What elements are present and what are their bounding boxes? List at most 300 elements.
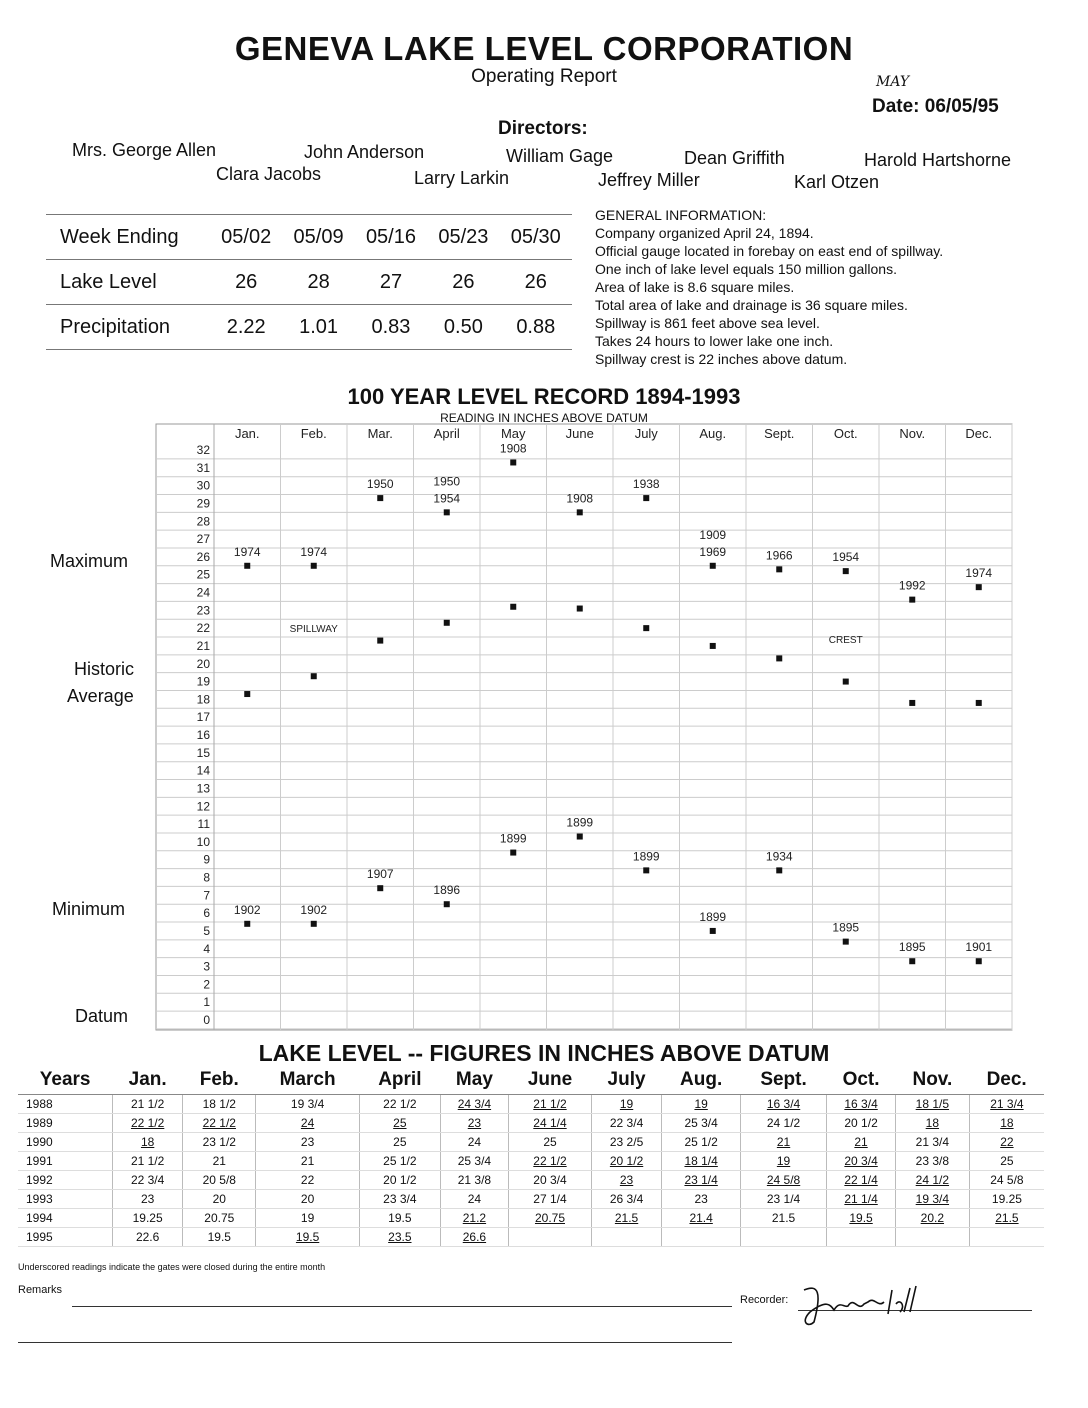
y-tick-label: 1 bbox=[203, 995, 210, 1010]
cell-value: 27 1/4 bbox=[533, 1192, 567, 1206]
level-cell bbox=[256, 1228, 360, 1247]
level-cell bbox=[183, 1190, 256, 1209]
week-ending-label: Week Ending bbox=[46, 215, 210, 260]
level-cell bbox=[969, 1133, 1044, 1152]
minimum-point bbox=[843, 939, 849, 945]
week-date: 05/30 bbox=[500, 215, 572, 260]
level-cell bbox=[112, 1133, 183, 1152]
cell-value: 19 bbox=[300, 1211, 315, 1225]
level-cell bbox=[360, 1209, 440, 1228]
point-year-label: 1895 bbox=[898, 940, 926, 955]
point-year-label: 1908 bbox=[499, 441, 527, 456]
cell-value: 20 3/4 bbox=[844, 1154, 878, 1168]
y-tick-label: 2 bbox=[203, 977, 210, 992]
column-header: Oct. bbox=[827, 1066, 896, 1095]
level-cell bbox=[969, 1095, 1044, 1114]
historic-average-point bbox=[710, 643, 716, 649]
yearly-figures-table bbox=[18, 1066, 1044, 1247]
page-subtitle: Operating Report bbox=[471, 66, 617, 87]
cell-value: 26 3/4 bbox=[609, 1192, 644, 1206]
cell-value: 19 bbox=[619, 1097, 634, 1111]
level-cell bbox=[662, 1095, 740, 1114]
level-cell bbox=[591, 1133, 662, 1152]
table-row bbox=[18, 1171, 1044, 1190]
level-cell bbox=[591, 1209, 662, 1228]
cell-value: 21.4 bbox=[689, 1211, 713, 1225]
cell-value: 23 bbox=[619, 1173, 634, 1187]
point-year-label: 1899 bbox=[566, 815, 594, 830]
y-tick-label: 27 bbox=[196, 532, 210, 547]
y-tick-label: 14 bbox=[196, 763, 210, 778]
maximum-point bbox=[710, 563, 716, 569]
y-tick-label: 0 bbox=[203, 1013, 210, 1027]
cell-value: 18 bbox=[925, 1116, 940, 1130]
level-cell bbox=[662, 1209, 740, 1228]
cell-value: 21 1/2 bbox=[533, 1097, 567, 1111]
cell-value: 1991 bbox=[26, 1154, 53, 1168]
level-cell bbox=[895, 1228, 969, 1247]
historic-average-point bbox=[377, 638, 383, 644]
cell-value: 25 bbox=[543, 1135, 557, 1149]
level-cell bbox=[256, 1190, 360, 1209]
cell-value: 21.5 bbox=[771, 1211, 796, 1225]
level-cell bbox=[183, 1228, 256, 1247]
minimum-point bbox=[577, 834, 583, 840]
historic-average-point bbox=[311, 673, 317, 679]
level-cell bbox=[440, 1095, 509, 1114]
level-cell bbox=[827, 1171, 896, 1190]
director-name: William Gage bbox=[506, 146, 614, 166]
level-cell bbox=[591, 1190, 662, 1209]
level-cell bbox=[591, 1114, 662, 1133]
chart-subtitle: READING IN INCHES ABOVE DATUM bbox=[440, 411, 648, 425]
cell-value: 18 1/4 bbox=[684, 1154, 718, 1168]
level-cell bbox=[112, 1228, 183, 1247]
remarks-label: Remarks bbox=[18, 1284, 63, 1296]
handwritten-month: MAY bbox=[876, 74, 910, 90]
average-label: Average bbox=[67, 686, 134, 706]
level-cell bbox=[591, 1171, 662, 1190]
level-cell bbox=[183, 1152, 256, 1171]
y-tick-label: 19 bbox=[196, 674, 210, 689]
maximum-point bbox=[976, 584, 982, 590]
historic-label: Historic bbox=[74, 659, 135, 679]
remarks-line bbox=[72, 1306, 732, 1307]
week-date: 05/09 bbox=[282, 215, 354, 260]
general-info-line: Spillway is 861 feet above sea level. bbox=[595, 315, 820, 331]
level-cell bbox=[662, 1190, 740, 1209]
cell-value: 20 1/2 bbox=[383, 1173, 417, 1187]
minimum-point bbox=[377, 885, 383, 891]
cell-value: 21.5 bbox=[614, 1211, 639, 1225]
y-tick-label: 3 bbox=[203, 959, 210, 974]
level-cell bbox=[256, 1095, 360, 1114]
level-cell bbox=[440, 1209, 509, 1228]
level-cell bbox=[827, 1190, 896, 1209]
cell-value: 1994 bbox=[26, 1211, 53, 1225]
level-cell bbox=[895, 1171, 969, 1190]
cell-value: 24 1/2 bbox=[915, 1173, 950, 1187]
y-tick-label: 32 bbox=[196, 443, 210, 457]
level-cell bbox=[740, 1190, 826, 1209]
level-cell bbox=[969, 1171, 1044, 1190]
historic-average-point bbox=[909, 700, 915, 706]
cell-value: 21 bbox=[776, 1135, 791, 1149]
cell-value: 22 3/4 bbox=[130, 1173, 165, 1187]
cell-value: 19.5 bbox=[295, 1230, 320, 1244]
historic-average-point bbox=[510, 604, 516, 610]
general-info-line: Official gauge located in forebay on east end of spillway. bbox=[595, 243, 944, 259]
column-header: Dec. bbox=[969, 1066, 1044, 1095]
level-cell bbox=[740, 1152, 826, 1171]
general-info-heading: GENERAL INFORMATION: bbox=[595, 207, 767, 223]
cell-value: 25 1/2 bbox=[684, 1135, 718, 1149]
table-row bbox=[18, 1114, 1044, 1133]
cell-value: 25 3/4 bbox=[684, 1116, 718, 1130]
level-cell bbox=[740, 1171, 826, 1190]
cell-value: 19.25 bbox=[132, 1211, 163, 1225]
cell-value: 18 1/2 bbox=[202, 1097, 236, 1111]
director-name: Larry Larkin bbox=[414, 168, 510, 188]
point-year-label: 1907 bbox=[366, 867, 394, 882]
director-name: Mrs. George Allen bbox=[72, 140, 217, 160]
y-tick-label: 18 bbox=[196, 692, 210, 707]
general-info-line: Spillway crest is 22 inches above datum. bbox=[595, 351, 848, 367]
cell-value: 20 1/2 bbox=[609, 1154, 644, 1168]
point-year-label: 1950 bbox=[366, 477, 394, 492]
maximum-point bbox=[311, 563, 317, 569]
maximum-point bbox=[510, 459, 516, 465]
maximum-point bbox=[577, 509, 583, 515]
column-header: Jan. bbox=[112, 1066, 183, 1095]
week-date: 05/23 bbox=[427, 215, 499, 260]
cell-value: 18 1/5 bbox=[915, 1097, 950, 1111]
year-cell bbox=[18, 1171, 112, 1190]
y-tick-label: 28 bbox=[196, 514, 210, 529]
year-cell bbox=[18, 1190, 112, 1209]
point-year-label: 1974 bbox=[300, 544, 328, 559]
y-tick-label: 4 bbox=[203, 941, 210, 956]
level-cell bbox=[827, 1152, 896, 1171]
column-header: Feb. bbox=[183, 1066, 256, 1095]
level-cell bbox=[183, 1133, 256, 1152]
level-cell bbox=[827, 1114, 896, 1133]
y-tick-label: 16 bbox=[196, 728, 210, 742]
level-cell bbox=[895, 1190, 969, 1209]
table-header-row bbox=[18, 1066, 1044, 1095]
x-tick-label: Jan. bbox=[234, 426, 260, 441]
lake-level-value: 28 bbox=[282, 260, 354, 305]
y-tick-label: 20 bbox=[196, 656, 210, 671]
cell-value: 24 bbox=[467, 1192, 482, 1206]
y-tick-label: 26 bbox=[196, 549, 210, 564]
y-tick-label: 7 bbox=[203, 888, 210, 903]
level-cell bbox=[827, 1133, 896, 1152]
cell-value: 19.5 bbox=[388, 1211, 412, 1225]
general-info-line: Company organized April 24, 1894. bbox=[595, 225, 814, 241]
x-tick-label: Feb. bbox=[300, 426, 327, 441]
cell-value: 25 bbox=[393, 1116, 407, 1130]
week-date: 05/02 bbox=[210, 215, 282, 260]
point-year-label: 1938 bbox=[632, 477, 660, 492]
x-tick-label: June bbox=[565, 426, 594, 441]
cell-value: 22 bbox=[1000, 1135, 1014, 1149]
cell-value: 1992 bbox=[26, 1173, 53, 1187]
cell-value: 24 5/8 bbox=[766, 1173, 801, 1187]
general-info-line: One inch of lake level equals 150 million gallons. bbox=[595, 261, 897, 277]
level-cell bbox=[360, 1114, 440, 1133]
level-cell bbox=[360, 1095, 440, 1114]
year-cell bbox=[18, 1209, 112, 1228]
y-tick-label: 11 bbox=[197, 817, 210, 832]
minimum-point bbox=[643, 867, 649, 873]
maximum-point bbox=[843, 568, 849, 574]
x-tick-label: Mar. bbox=[367, 426, 393, 441]
column-header: March bbox=[256, 1066, 360, 1095]
column-header: Sept. bbox=[740, 1066, 826, 1095]
table-row bbox=[18, 1095, 1044, 1114]
cell-value: 21 1/2 bbox=[130, 1097, 165, 1111]
historic-average-point bbox=[244, 691, 250, 697]
cell-value: 23 3/4 bbox=[383, 1192, 417, 1206]
level-cell bbox=[591, 1152, 662, 1171]
cell-value: 21 bbox=[300, 1154, 315, 1168]
cell-value: 21.5 bbox=[995, 1211, 1019, 1225]
point-year-label: 1954 bbox=[433, 491, 461, 506]
minimum-point bbox=[776, 867, 782, 873]
level-cell bbox=[183, 1095, 256, 1114]
precipitation-value: 0.50 bbox=[427, 305, 499, 350]
point-year-label: 1966 bbox=[765, 548, 793, 563]
cell-value: 1988 bbox=[26, 1097, 53, 1111]
cell-value: 21 1/4 bbox=[844, 1192, 878, 1206]
level-cell bbox=[440, 1171, 509, 1190]
level-cell bbox=[740, 1095, 826, 1114]
cell-value: 21 3/8 bbox=[457, 1173, 492, 1187]
point-year-label: 1934 bbox=[765, 849, 793, 864]
level-cell bbox=[895, 1209, 969, 1228]
directors-label: Directors: bbox=[498, 118, 588, 139]
level-cell bbox=[440, 1114, 509, 1133]
column-header: June bbox=[509, 1066, 591, 1095]
level-cell bbox=[112, 1209, 183, 1228]
x-tick-label: Dec. bbox=[965, 426, 993, 441]
level-cell bbox=[969, 1114, 1044, 1133]
precipitation-value: 1.01 bbox=[282, 305, 354, 350]
cell-value: 1989 bbox=[26, 1116, 53, 1130]
level-cell bbox=[112, 1190, 183, 1209]
point-year-label: 1899 bbox=[699, 909, 727, 924]
level-cell bbox=[440, 1190, 509, 1209]
level-cell bbox=[662, 1152, 740, 1171]
level-cell bbox=[509, 1114, 591, 1133]
level-cell bbox=[509, 1209, 591, 1228]
level-cell bbox=[969, 1152, 1044, 1171]
cell-value: 25 bbox=[393, 1135, 407, 1149]
cell-value: 20.75 bbox=[204, 1211, 235, 1225]
cell-value: 22 3/4 bbox=[609, 1116, 644, 1130]
cell-value: 25 1/2 bbox=[383, 1154, 417, 1168]
level-cell bbox=[509, 1095, 591, 1114]
level-cell bbox=[183, 1171, 256, 1190]
y-tick-label: 12 bbox=[196, 799, 210, 814]
datum-label: Datum bbox=[75, 1006, 129, 1026]
level-cell bbox=[740, 1133, 826, 1152]
cell-value: 24 1/2 bbox=[766, 1116, 801, 1130]
cell-value: 24 5/8 bbox=[990, 1173, 1024, 1187]
cell-value: 23.5 bbox=[388, 1230, 412, 1244]
column-header: Nov. bbox=[895, 1066, 969, 1095]
maximum-point bbox=[643, 495, 649, 501]
x-tick-label: July bbox=[634, 426, 658, 441]
level-cell bbox=[895, 1133, 969, 1152]
lake-level-label: Lake Level bbox=[46, 260, 210, 305]
cell-value: 18 bbox=[1000, 1116, 1014, 1130]
precipitation-value: 0.88 bbox=[500, 305, 572, 350]
column-header: May bbox=[440, 1066, 509, 1095]
level-cell bbox=[509, 1228, 591, 1247]
cell-value: 22 bbox=[300, 1173, 315, 1187]
cell-value: 23 bbox=[694, 1192, 708, 1206]
level-cell bbox=[509, 1152, 591, 1171]
point-year-label: 1992 bbox=[898, 578, 926, 593]
level-cell bbox=[112, 1114, 183, 1133]
level-cell bbox=[360, 1228, 440, 1247]
historic-average-point bbox=[976, 700, 982, 706]
cell-value: 23 1/2 bbox=[202, 1135, 236, 1149]
year-cell bbox=[18, 1133, 112, 1152]
level-cell bbox=[827, 1095, 896, 1114]
column-header: Years bbox=[18, 1066, 112, 1095]
level-cell bbox=[969, 1228, 1044, 1247]
lake-level-value: 27 bbox=[355, 260, 427, 305]
cell-value: 1995 bbox=[26, 1230, 53, 1244]
maximum-point bbox=[909, 597, 915, 603]
cell-value: 22 1/2 bbox=[130, 1116, 165, 1130]
y-tick-label: 29 bbox=[196, 496, 210, 511]
x-tick-label: Nov. bbox=[899, 426, 926, 441]
chart-title: 100 YEAR LEVEL RECORD 1894-1993 bbox=[347, 384, 741, 409]
level-cell bbox=[360, 1133, 440, 1152]
general-info-line: Area of lake is 8.6 square miles. bbox=[595, 279, 795, 295]
maximum-point bbox=[444, 509, 450, 515]
cell-value: 21 bbox=[854, 1135, 868, 1149]
x-tick-label: Aug. bbox=[699, 426, 727, 441]
cell-value: 16 3/4 bbox=[766, 1097, 801, 1111]
point-year-label: 1899 bbox=[632, 849, 660, 864]
table-row bbox=[18, 1133, 1044, 1152]
year-cell bbox=[18, 1152, 112, 1171]
historic-average-point bbox=[577, 606, 583, 612]
director-name: Harold Hartshorne bbox=[864, 150, 1012, 170]
cell-value: 21 3/4 bbox=[990, 1097, 1024, 1111]
level-cell bbox=[440, 1228, 509, 1247]
point-year-label: 1954 bbox=[832, 550, 860, 565]
y-tick-label: 15 bbox=[196, 745, 210, 760]
y-tick-label: 25 bbox=[196, 567, 210, 582]
table-row bbox=[18, 1152, 1044, 1171]
cell-value: 22.6 bbox=[135, 1230, 160, 1244]
y-tick-label: 21 bbox=[196, 638, 210, 653]
point-year-label: 1901 bbox=[965, 940, 993, 955]
cell-value: 22 1/4 bbox=[844, 1173, 878, 1187]
minimum-point bbox=[976, 958, 982, 964]
cell-value: 23 bbox=[140, 1192, 155, 1206]
minimum-point bbox=[244, 921, 250, 927]
table-row bbox=[18, 1190, 1044, 1209]
cell-value: 22 1/2 bbox=[202, 1116, 236, 1130]
y-tick-label: 22 bbox=[196, 621, 210, 636]
cell-value: 18 bbox=[140, 1135, 155, 1149]
column-header: Aug. bbox=[662, 1066, 740, 1095]
point-year-label: 1902 bbox=[300, 902, 328, 917]
y-tick-label: 6 bbox=[203, 906, 210, 921]
level-cell bbox=[662, 1228, 740, 1247]
crest-annotation: CREST bbox=[828, 634, 863, 646]
y-tick-label: 5 bbox=[203, 923, 210, 938]
cell-value: 21 1/2 bbox=[130, 1154, 165, 1168]
point-year-label: 1974 bbox=[233, 544, 261, 559]
maximum-point bbox=[776, 566, 782, 572]
cell-value: 19 bbox=[694, 1097, 708, 1111]
y-tick-label: 30 bbox=[196, 478, 210, 493]
level-cell bbox=[827, 1209, 896, 1228]
remarks-line bbox=[18, 1342, 732, 1343]
level-cell bbox=[662, 1171, 740, 1190]
y-tick-label: 10 bbox=[196, 834, 210, 849]
level-cell bbox=[183, 1209, 256, 1228]
level-cell bbox=[183, 1114, 256, 1133]
point-year-label: 1896 bbox=[433, 883, 461, 898]
y-tick-label: 13 bbox=[196, 781, 210, 796]
level-cell bbox=[740, 1209, 826, 1228]
recorder-signature bbox=[796, 1282, 946, 1332]
precipitation-value: 0.83 bbox=[355, 305, 427, 350]
y-tick-label: 8 bbox=[203, 870, 210, 885]
minimum-point bbox=[311, 921, 317, 927]
cell-value: 24 bbox=[467, 1135, 482, 1149]
cell-value: 23 2/5 bbox=[609, 1135, 644, 1149]
level-cell bbox=[827, 1228, 896, 1247]
minimum-point bbox=[510, 850, 516, 856]
cell-value: 1993 bbox=[26, 1192, 53, 1206]
precipitation-label: Precipitation bbox=[46, 305, 210, 350]
general-info-line: Takes 24 hours to lower lake one inch. bbox=[595, 333, 834, 349]
level-cell bbox=[591, 1228, 662, 1247]
point-year-label: 1902 bbox=[233, 902, 261, 917]
level-cell bbox=[509, 1133, 591, 1152]
cell-value: 19 3/4 bbox=[915, 1192, 950, 1206]
year-cell bbox=[18, 1114, 112, 1133]
figures-title: LAKE LEVEL -- FIGURES IN INCHES ABOVE DATUM bbox=[258, 1040, 830, 1066]
cell-value: 21.2 bbox=[462, 1211, 487, 1225]
x-tick-label: April bbox=[433, 426, 460, 441]
cell-value: 20 1/2 bbox=[844, 1116, 878, 1130]
point-year-label: 1969 bbox=[699, 544, 727, 559]
historic-average-point bbox=[444, 620, 450, 626]
cell-value: 20.2 bbox=[920, 1211, 945, 1225]
cell-value: 23 3/8 bbox=[915, 1154, 950, 1168]
cell-value: 22 1/2 bbox=[383, 1097, 417, 1111]
column-header: April bbox=[360, 1066, 440, 1095]
point-year-label: 1895 bbox=[832, 920, 860, 935]
y-tick-label: 9 bbox=[203, 852, 210, 867]
level-cell bbox=[969, 1190, 1044, 1209]
cell-value: 23 bbox=[467, 1116, 482, 1130]
director-name: Clara Jacobs bbox=[216, 164, 322, 184]
maximum-point bbox=[244, 563, 250, 569]
director-name: Karl Otzen bbox=[794, 172, 880, 192]
